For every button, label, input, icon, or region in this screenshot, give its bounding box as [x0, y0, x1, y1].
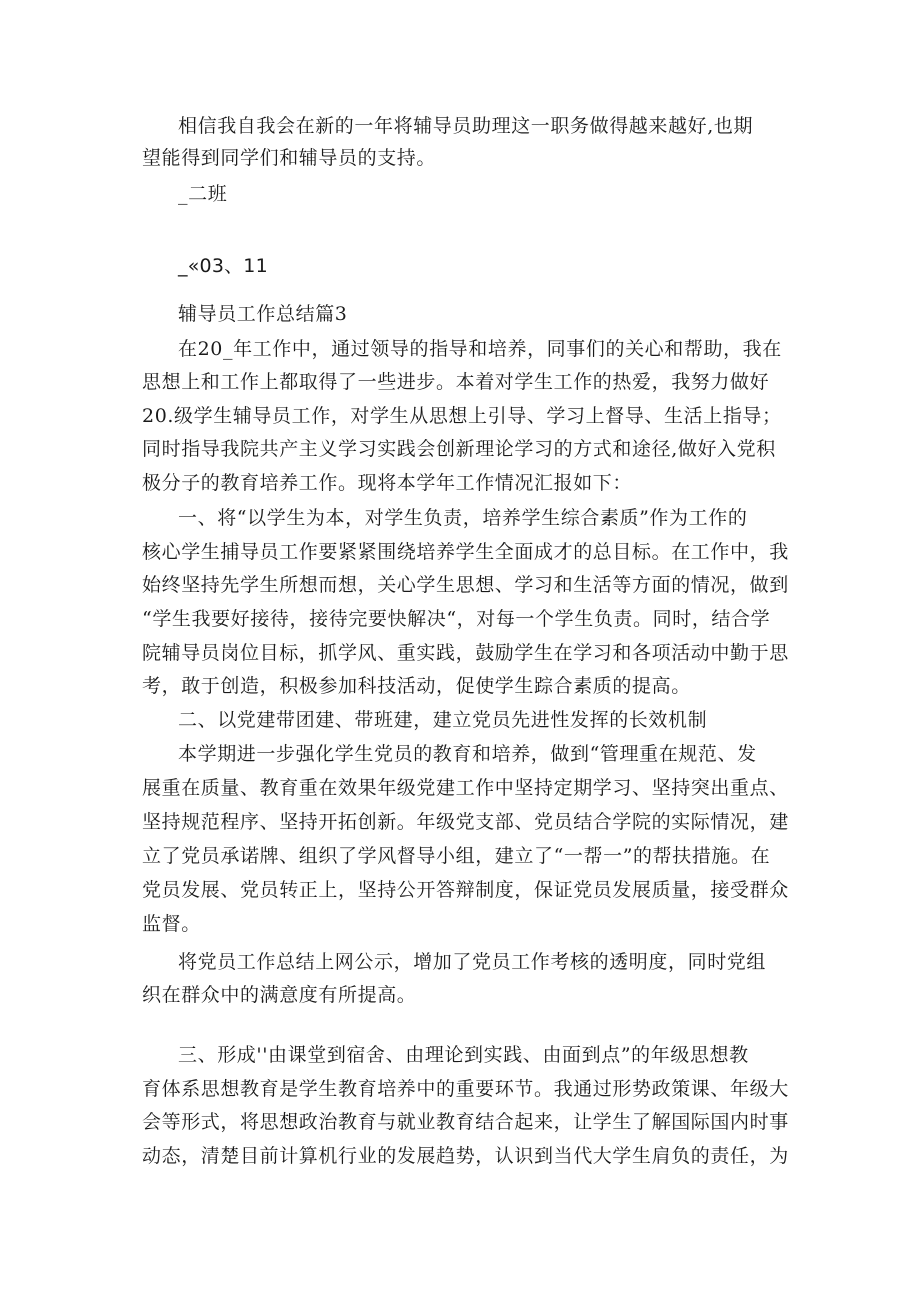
- para1-line-1: 在20_年工作中，通过领导的指导和培养，同事们的关心和帮助，我在: [178, 338, 782, 360]
- para3-line-5: 党员发展、党员转正上，坚持公开答辩制度，保证党员发展质量，接受群众: [142, 879, 789, 901]
- para5-line-4: 动态，清楚目前计算机行业的发展趋势，认识到当代大学生肩负的责任，为: [142, 1145, 789, 1167]
- para1-line-5: 极分子的教育培养工作。现将本学年工作情况汇报如下：: [142, 472, 633, 494]
- intro-line-2: 望能得到同学们和辅导员的支持。: [142, 147, 437, 169]
- para3-line-4: 立了党员承诺牌、组织了学风督导小组，建立了“一帮一”的帮扶措施。在: [142, 845, 771, 867]
- para3-line-2: 展重在质量、教育重在效果年级党建工作中坚持定期学习、坚持突出重点、: [142, 777, 789, 799]
- para2-line-2: 核心学生捕导员工作要紧紧围绕培养学生全面成才的总目标。在工作中，我: [142, 541, 789, 563]
- para2-line-4: “学生我要好接待，接待完要快解决“，对每一个学生负责。同时，结合学: [142, 608, 771, 630]
- para1-line-2: 思想上和工作上都取得了一些进步。本着对学生工作的热爱，我努力做好: [142, 371, 770, 393]
- para4-line-1: 将党员工作总结上网公示，增加了党员工作考核的透明度，同时党组: [178, 951, 767, 973]
- signature-date: _«03、11: [178, 255, 268, 277]
- para2-line-1: 一、将“以学生为本，对学生负责，培养学生综合素质”作为工作的: [178, 507, 748, 529]
- para3-line-3: 坚持规范程序、坚持开拓创新。年级党支部、党员结合学院的实际情况，建: [142, 811, 789, 833]
- para2-line-3: 始终坚持先学生所想而想，关心学生思想、学习和生活等方面的情况，做到: [142, 574, 789, 596]
- para3-line-1: 本学期进一步强化学生党员的教育和培养，做到“管理重在规范、发: [178, 743, 757, 765]
- para1-line-4: 同时指导我院共产主义学习实践会创新理论学习的方式和途径,做好入党积: [142, 438, 776, 460]
- heading-2: 二、以党建带团建、带班建，建立党员先进性发挥的长效机制: [178, 709, 708, 731]
- para4-line-2: 织在群众中的满意度有所提高。: [142, 984, 417, 1006]
- para1-line-3: 20.级学生辅导员工作，对学生从思想上引导、学习上督导、生活上指导；: [142, 405, 782, 427]
- para2-line-5: 院辅导员岗位目标，抓学风、重实践，鼓励学生在学习和各项活动中勤于思: [142, 642, 789, 664]
- para2-line-6: 考，敢于创造，积极参加科技活动，促使学生踪合素质的提高。: [142, 675, 691, 697]
- signature-class: _二班: [178, 183, 228, 205]
- para5-line-1: 三、形成''由课堂到宿舍、由理论到实践、由面到点”的年级思想教: [178, 1044, 749, 1066]
- para5-line-3: 会等形式，将思想政治教育与就业教育结合起来，让学生了解国际国内时事: [142, 1111, 789, 1133]
- para3-line-6: 监督。: [142, 913, 201, 935]
- intro-line-1: 相信我自我会在新的一年将辅导员助理这一职务做得越来越好,也期: [178, 115, 754, 137]
- section-heading: 辅导员工作总结篇3: [178, 303, 348, 325]
- para5-line-2: 育体系思想教育是学生教育培养中的重要环节。我通过形势政策课、年级大: [142, 1078, 789, 1100]
